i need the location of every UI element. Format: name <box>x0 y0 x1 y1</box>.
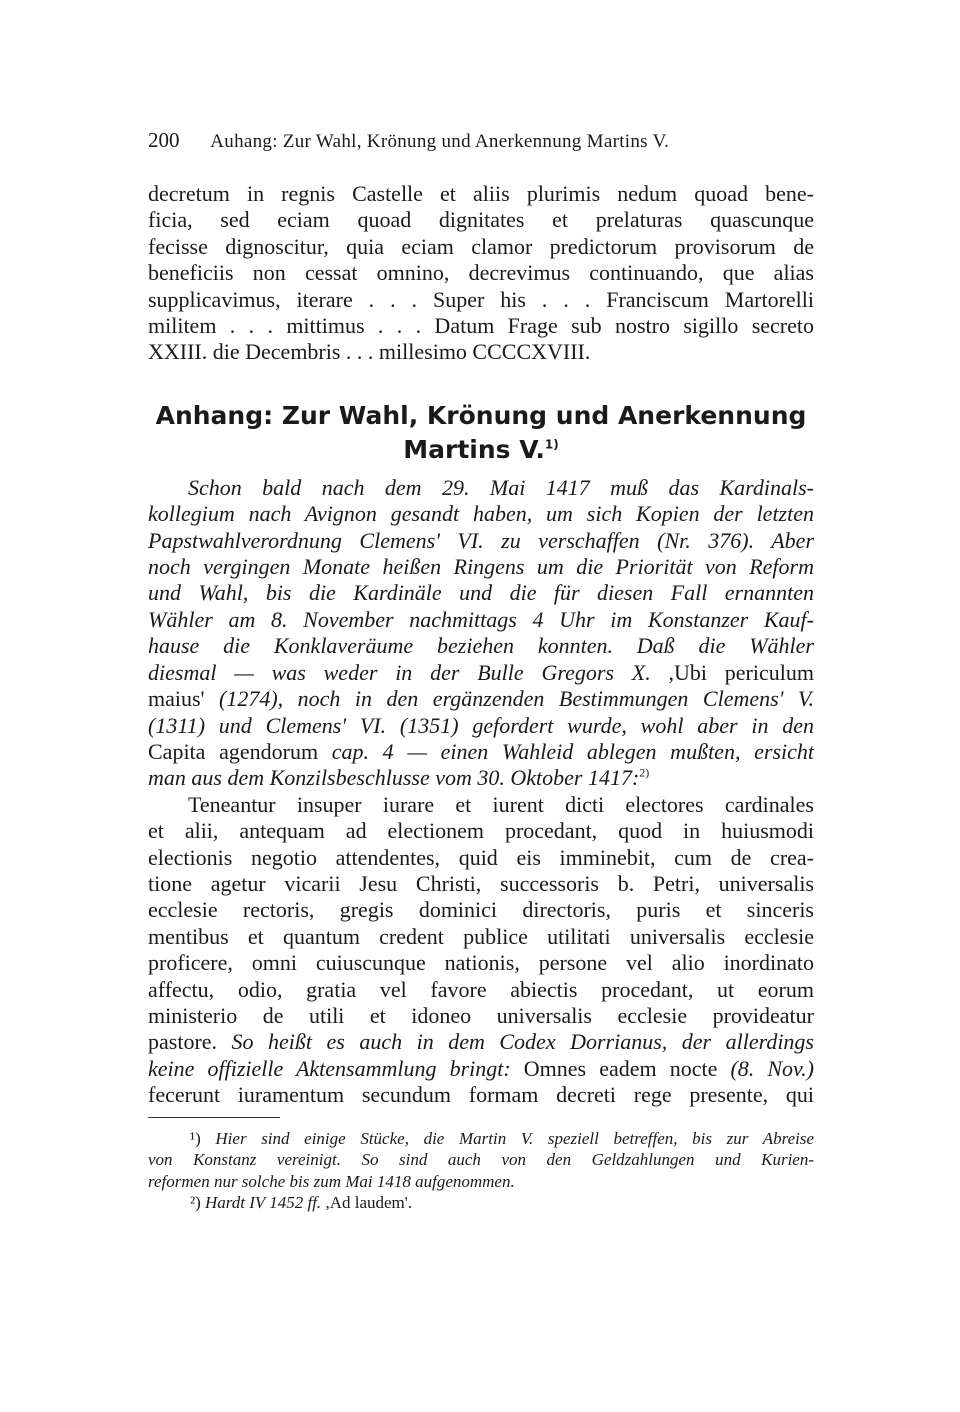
text-line: fecisse dignoscitur, quia eciam clamor predictorum provisorum de <box>148 233 814 259</box>
text-line: Papstwahlverordnung Clemens' VI. zu verschaffen (Nr. 376). Aber <box>148 527 814 553</box>
running-title: Auhang: Zur Wahl, Krönung und Anerkennung Martins V. <box>210 131 670 152</box>
text-line: ministerio de utili et idoneo universalis ecclesie provideatur <box>148 1002 814 1028</box>
footnote-divider <box>148 1117 280 1118</box>
text-line-italic: (8. Nov.) <box>730 1055 815 1081</box>
text-line-italic: cap. 4 — einen Wahleid ablegen mußten, ersicht <box>318 738 814 764</box>
text-line-roman: Capita agendorum <box>148 738 319 764</box>
text-line-roman: pastore. <box>148 1029 218 1055</box>
text-line: ficia, sed eciam quoad dignitates et prelaturas quascunque <box>148 207 814 233</box>
text-line-italic: So heißt es auch in dem Codex Dorrianus, der allerdings <box>217 1029 814 1055</box>
text-line: proficere, omni cuiuscunque nationis, persone vel alio inordinato <box>148 950 814 976</box>
text-line: militem . . . mittimus . . . Datum Frage sub nostro sigillo secreto <box>148 313 814 339</box>
footnotes <box>148 1128 814 1214</box>
text-line: decretum in regnis Castelle et aliis plurimis nedum quoad bene- <box>148 181 814 206</box>
footnote-ref-2: 2) <box>639 765 650 780</box>
latin-paragraph <box>148 792 814 1109</box>
footnote-text: Hier sind einige Stücke, die Martin V. speziell betreffen, bis zur Abreise <box>215 1128 814 1148</box>
page-number: 200 <box>148 128 180 152</box>
text-line: tione agetur vicarii Jesu Christi, successoris b. Petri, universalis <box>148 870 814 896</box>
text-line-italic: keine offizielle Aktensammlung bringt: <box>148 1055 511 1081</box>
text-line: Schon bald nach dem 29. Mai 1417 muß das Kardinals- <box>188 474 814 500</box>
text-line: hause die Konklaveräume beziehen konnten. Daß die Wähler <box>148 633 814 659</box>
text-line: und Wahl, bis die Kardinäle und die für diesen Fall ernannten <box>148 580 814 606</box>
top-paragraph <box>148 181 814 366</box>
text-line: mentibus et quantum credent publice utilitati universalis ecclesie <box>148 923 814 949</box>
text-line: man aus dem Konzilsbeschlusse vom 30. Oktober 1417: <box>148 765 640 791</box>
text-line: electionis negotio attendentes, quid eis imminebit, cum de crea- <box>148 844 814 870</box>
running-header <box>148 128 814 153</box>
section-heading-title: Martins V. <box>403 434 545 464</box>
text-line: (1311) und Clemens' VI. (1351) gefordert wurde, wohl aber in den <box>148 712 814 738</box>
text-line: supplicavimus, iterare . . . Super his . . . Franciscum Martorelli <box>148 286 814 312</box>
footnote-mark: ¹) <box>190 1128 201 1148</box>
text-line: XXIII. die Decembris . . . millesimo CCCCXVIII. <box>148 339 591 365</box>
footnote-text: von Konstanz vereinigt. So sind auch von den Geldzahlungen und Kurien- <box>148 1150 814 1170</box>
footnote-text: reformen nur solche bis zum Mai 1418 aufgenommen. <box>148 1171 515 1191</box>
text-line: ecclesie rectoris, gregis dominici directoris, puris et sinceris <box>148 897 814 923</box>
text-line: kollegium nach Avignon gesandt haben, um sich Kopien der letzten <box>148 501 814 527</box>
text-line-italic: diesmal — was weder in der Bulle Gregors X. <box>148 659 651 685</box>
text-line: noch vergingen Monate heißen Ringens um die Priorität von Reform <box>148 554 814 580</box>
text-line: Wähler am 8. November nachmittags 4 Uhr im Konstanzer Kauf- <box>148 606 814 632</box>
text-line-roman: Omnes eadem nocte <box>510 1055 731 1081</box>
text-line: Teneantur insuper iurare et iurent dicti electores cardinales <box>188 791 814 817</box>
section-heading-line2 <box>148 433 814 467</box>
text-line-roman: maius' <box>148 686 205 712</box>
footnote-text-roman: ,Ad laudem'. <box>321 1193 413 1213</box>
intro-paragraph <box>148 475 814 792</box>
footnote-text-italic: Hardt IV 1452 ff. <box>205 1193 322 1213</box>
document-page <box>148 128 814 1214</box>
footnote-ref-1: 1) <box>544 437 559 452</box>
text-line: fecerunt iuramentum secundum formam decreti rege presente, qui <box>148 1082 814 1108</box>
text-line: beneficiis non cessat omnino, decrevimus continuando, que alias <box>148 260 814 286</box>
text-line-italic: (1274), noch in den ergänzenden Bestimmungen Clemens' V. <box>204 686 814 712</box>
section-heading-line1: Anhang: Zur Wahl, Krönung und Anerkennung <box>155 400 807 430</box>
text-line-roman: ,Ubi periculum <box>650 659 814 685</box>
text-line: affectu, odio, gratia vel favore abiectis procedant, ut eorum <box>148 976 814 1002</box>
footnote-mark: ²) <box>190 1193 201 1213</box>
text-line: et alii, antequam ad electionem procedant, quod in huiusmodi <box>148 818 814 844</box>
